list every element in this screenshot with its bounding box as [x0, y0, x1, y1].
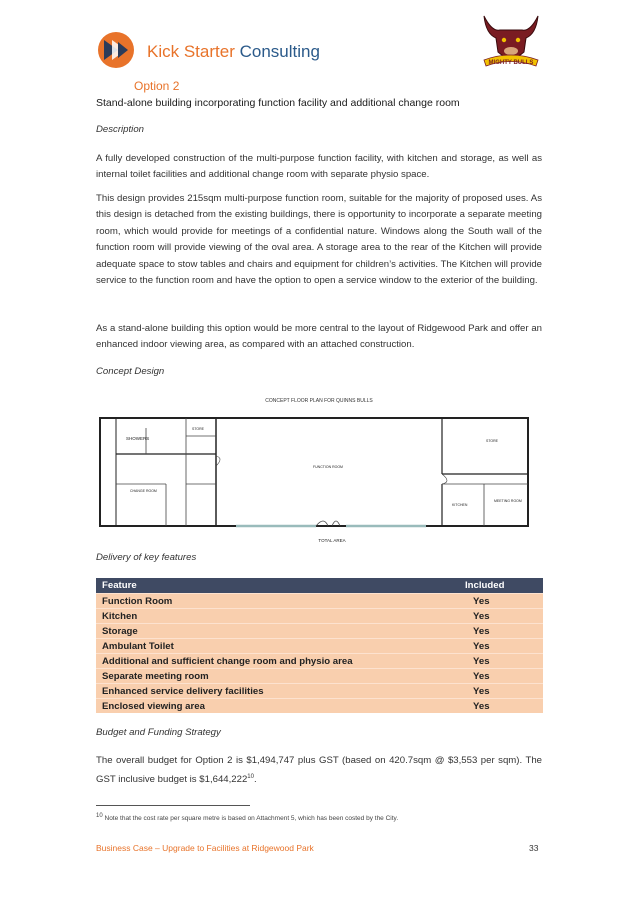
- description-paragraph-1: A fully developed construction of the multi-purpose function facility, with kitchen and storage, as well as internal toilet facilities and additional change room with separate physio space.: [96, 153, 542, 181]
- table-row: [96, 684, 543, 699]
- footnote-ref: 10: [247, 774, 254, 781]
- table-row: [96, 594, 543, 609]
- budget-text: The overall budget for Option 2 is $1,494,747 plus GST (based on 420.7sqm @ $3,553 per sqm). The GST inclusive budget is $1,644,222: [96, 755, 542, 786]
- description-paragraph-2: This design provides 215sqm multi-purpose function room, suitable for the majority of proposed uses. As this design is detached from the existing buildings, there is opportunity to incorporate a separate meeting room, which would provide for meetings of a confidential nature. Windows along the South wall of the function room will provide viewing of the oval area. A storage area to the rear of the Kitchen will provide adequate space to stow tables and chairs and equipment for children’s activities. The Kitchen will provide service to the function room and have the option to open a service window to the exterior of the building.: [96, 193, 542, 287]
- plan-label-total-area: TOTAL AREA: [318, 538, 346, 543]
- plan-label-showers: SHOWERS: [126, 436, 150, 441]
- footnote-number: 10: [96, 813, 103, 819]
- footnote-divider: [96, 805, 250, 806]
- features-table: [96, 578, 543, 713]
- feature-cell: Additional and sufficient change room and physio area: [96, 654, 459, 669]
- included-cell: Yes: [459, 609, 543, 624]
- budget-text-end: .: [253, 774, 257, 786]
- floor-plan-title: CONCEPT FLOOR PLAN FOR QUINNS BULLS: [265, 398, 373, 404]
- feature-cell: Separate meeting room: [96, 669, 459, 684]
- included-cell: Yes: [459, 594, 543, 609]
- table-row: [96, 624, 543, 639]
- table-row: [96, 654, 543, 669]
- concept-floor-plan: [96, 396, 542, 552]
- table-row: [96, 609, 543, 624]
- plan-label-store-right: STORE: [486, 439, 498, 443]
- footer-title: Business Case – Upgrade to Facilities at Ridgewood Park: [96, 843, 314, 853]
- feature-cell: Enclosed viewing area: [96, 699, 459, 714]
- option-heading: Option 2: [134, 79, 180, 93]
- table-row: [96, 669, 543, 684]
- feature-cell: Kitchen: [96, 609, 459, 624]
- header-included: Included: [459, 578, 543, 594]
- included-cell: Yes: [459, 684, 543, 699]
- plan-label-change-room: CHANGE ROOM: [130, 489, 157, 493]
- feature-cell: Ambulant Toilet: [96, 639, 459, 654]
- description-label: Description: [96, 124, 144, 135]
- included-cell: Yes: [459, 669, 543, 684]
- feature-cell: Storage: [96, 624, 459, 639]
- table-row: [96, 639, 543, 654]
- concept-design-label: Concept Design: [96, 366, 165, 377]
- company-name: [147, 42, 320, 62]
- included-cell: Yes: [459, 699, 543, 714]
- feature-cell: Enhanced service delivery facilities: [96, 684, 459, 699]
- plan-label-kitchen: KITCHEN: [452, 503, 468, 507]
- svg-text:MIGHTY BULLS: MIGHTY BULLS: [488, 60, 534, 66]
- section-subheading: Stand-alone building incorporating function facility and additional change room: [96, 97, 460, 109]
- included-cell: Yes: [459, 639, 543, 654]
- description-paragraph-3: As a stand-alone building this option would be more central to the layout of Ridgewood Park and offer an enhanced indoor viewing area, as compared with an attached construction.: [96, 323, 542, 351]
- plan-label-function-room: FUNCTION ROOM: [313, 465, 343, 469]
- plan-label-meeting-room: MEETING ROOM: [494, 499, 522, 503]
- mighty-bulls-logo-icon: [478, 10, 544, 70]
- delivery-label: Delivery of key features: [96, 552, 197, 563]
- page-number: 33: [529, 843, 539, 853]
- plan-label-store-left: STORE: [192, 427, 204, 431]
- budget-paragraph: [96, 753, 542, 789]
- included-cell: Yes: [459, 654, 543, 669]
- company-name-blue: Consulting: [234, 42, 320, 61]
- footnote: [96, 813, 398, 822]
- feature-cell: Function Room: [96, 594, 459, 609]
- footnote-text: Note that the cost rate per square metre is based on Attachment 5, which has been costed by the City.: [102, 815, 399, 823]
- included-cell: Yes: [459, 624, 543, 639]
- budget-label: Budget and Funding Strategy: [96, 727, 221, 738]
- table-header-row: [96, 578, 543, 594]
- table-row: [96, 699, 543, 714]
- header-feature: Feature: [96, 578, 459, 594]
- company-name-orange: Kick Starter: [147, 42, 235, 61]
